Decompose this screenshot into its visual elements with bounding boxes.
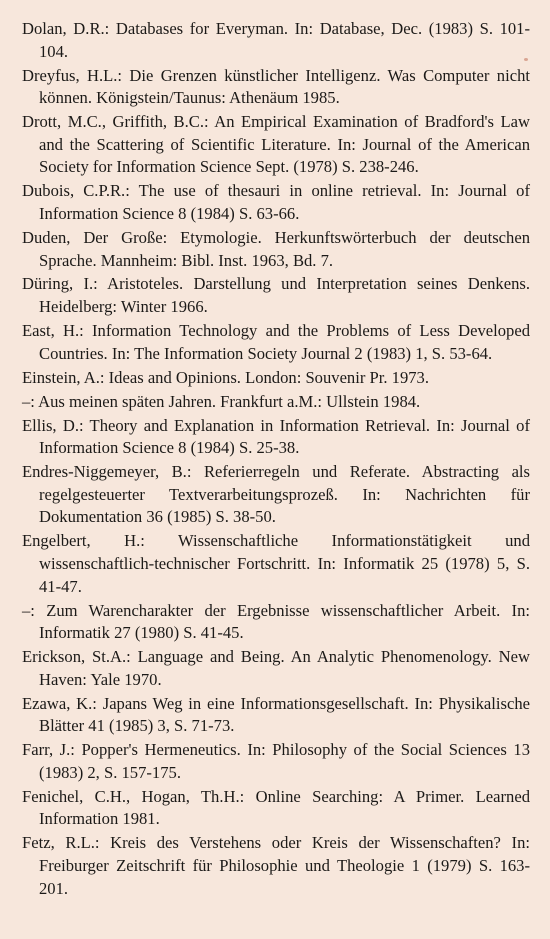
bibliography-page	[22, 18, 530, 902]
bibliography-entry-dubois: Dubois, C.P.R.: The use of thesauri in online retrieval. In: Journal of Information Science 8 (1984) S. 63-66.	[22, 181, 530, 223]
bibliography-entry-einstein-1: Einstein, A.: Ideas and Opinions. London: Souvenir Pr. 1973.	[22, 367, 429, 387]
bibliography-entry-ellis: Ellis, D.: Theory and Explanation in Information Retrieval. In: Journal of Information Science 8 (1984) S. 25-38.	[22, 415, 530, 458]
bibliography-entry-drott: Drott, M.C., Griffith, B.C.: An Empirical Examination of Bradford's Law and the Scattering of Scientific Literature. In: Journal of the American Society for Information Science Sept. (1978) S. 238-246.	[22, 112, 530, 177]
bibliography-entry-dolan: Dolan, D.R.: Databases for Everyman. In: Database, Dec. (1983) S. 101-104.	[22, 19, 530, 61]
bibliography-entry-duering: Düring, I.: Aristoteles. Darstellung und Interpretation seines Denkens. Heidelberg: Winter 1966.	[22, 274, 530, 317]
bibliography-entry-duden: Duden, Der Große: Etymologie. Herkunftswörterbuch der deutschen Sprache. Mannheim: Bibl. Inst. 1963, Bd. 7.	[22, 227, 530, 270]
bibliography-entry-engelbert-1: Engelbert, H.: Wissenschaftliche Informationstätigkeit und wissenschaftlich-technischer Fortschritt. In: Informatik 25 (1978) 5, S. 41-47.	[22, 531, 530, 596]
paper-speck	[524, 58, 528, 61]
bibliography-entry-einstein-2: –: Aus meinen späten Jahren. Frankfurt a.M.: Ullstein 1984.	[22, 391, 421, 411]
bibliography-entry-dreyfus: Dreyfus, H.L.: Die Grenzen künstlicher Intelligenz. Was Computer nicht können. Königstein/Taunus: Athenäum 1985.	[22, 65, 530, 108]
bibliography-entry-east: East, H.: Information Technology and the Problems of Less Developed Countries. In: The Information Society Journal 2 (1983) 1, S. 53-64.	[22, 321, 530, 363]
bibliography-entry-engelbert-2: –: Zum Warencharakter der Ergebnisse wissenschaftlicher Arbeit. In: Informatik 27 (1980) S. 41-45.	[22, 600, 530, 643]
bibliography-entry-farr: Farr, J.: Popper's Hermeneutics. In: Philosophy of the Social Sciences 13 (1983) 2, S. 157-175.	[22, 740, 530, 782]
bibliography-entry-erickson: Erickson, St.A.: Language and Being. An Analytic Phenomenology. New Haven: Yale 1970.	[22, 647, 530, 689]
bibliography-entry-fenichel: Fenichel, C.H., Hogan, Th.H.: Online Searching: A Primer. Learned Information 1981.	[22, 786, 530, 829]
bibliography-entry-fetz: Fetz, R.L.: Kreis des Verstehens oder Kreis der Wissenschaften? In: Freiburger Zeitschrift für Philosophie und Theologie 1 (1979) S. 163-201.	[22, 833, 530, 898]
bibliography-entry-endres-niggemeyer: Endres-Niggemeyer, B.: Referierregeln und Referate. Abstracting als regelgesteuerter Textverarbeitungsprozeß. In: Nachrichten für Dokumentation 36 (1985) S. 38-50.	[22, 462, 530, 527]
bibliography-entry-ezawa: Ezawa, K.: Japans Weg in eine Informationsgesellschaft. In: Physikalische Blätter 41 (1985) 3, S. 71-73.	[22, 693, 530, 736]
